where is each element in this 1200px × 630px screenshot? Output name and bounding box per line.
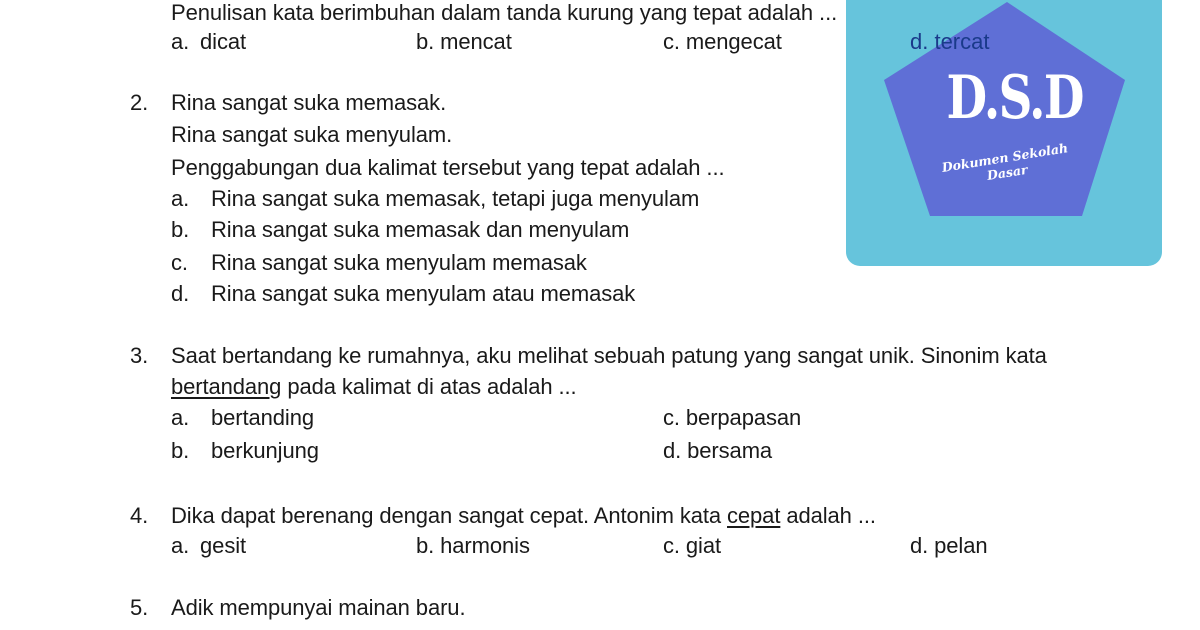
q2-option-b-letter: b. [171,217,190,242]
q1-question-text: Penulisan kata berimbuhan dalam tanda kurung yang tepat adalah ... [171,0,838,25]
q1-option-a: a. dicat [171,29,247,54]
q3-option-c: c. berpapasan [663,405,802,430]
q3-option-d: d. bersama [663,438,773,463]
q4-option-d: d. pelan [910,533,988,558]
q4-number: 4. [130,503,149,528]
q2-option-a-text: Rina sangat suka memasak, tetapi juga menyulam [211,186,700,211]
q2-line-3: Penggabungan dua kalimat tersebut yang tepat adalah ... [171,155,725,180]
q4-option-a: a. gesit [171,533,247,558]
logo-title: D.S.D [946,63,1083,133]
q4-text-after: adalah ... [780,503,876,528]
q2-option-a-letter: a. [171,186,190,211]
q5-line-1: Adik mempunyai mainan baru. [171,595,466,620]
q3-underlined-word: bertandang [171,374,282,399]
q3-number: 3. [130,343,149,368]
q3-line-2 [171,374,577,400]
q2-line-2: Rina sangat suka menyulam. [171,122,453,147]
q1-option-d: d. tercat [910,29,990,54]
q1-option-b: b. mencat [416,29,512,54]
q4-option-b: b. harmonis [416,533,530,558]
q4-option-c: c. giat [663,533,721,558]
q3-option-a-letter: a. [171,405,190,430]
q3-option-b-letter: b. [171,438,190,463]
q2-option-c-letter: c. [171,250,188,275]
q4-question-text [171,503,876,529]
q2-option-d-text: Rina sangat suka menyulam atau memasak [211,281,636,306]
q1-option-c: c. mengecat [663,29,782,54]
q2-line-1: Rina sangat suka memasak. [171,90,447,115]
q2-option-b-text: Rina sangat suka memasak dan menyulam [211,217,630,242]
q4-text-before: Dika dapat berenang dengan sangat cepat. Antonim kata [171,503,728,528]
q3-option-a-text: bertanding [211,405,314,430]
q2-option-c-text: Rina sangat suka menyulam memasak [211,250,587,275]
q5-number: 5. [130,595,149,620]
q2-option-d-letter: d. [171,281,190,306]
q2-number: 2. [130,90,149,115]
q3-line-1: Saat bertandang ke rumahnya, aku melihat sebuah patung yang sangat unik. Sinonim kata [171,343,1047,368]
q3-line-2-rest: pada kalimat di atas adalah ... [281,374,577,399]
logo-subtitle: Dokumen Sekolah Dasar [940,140,1069,183]
q3-option-b-text: berkunjung [211,438,319,463]
q4-underlined-word: cepat [727,503,781,528]
